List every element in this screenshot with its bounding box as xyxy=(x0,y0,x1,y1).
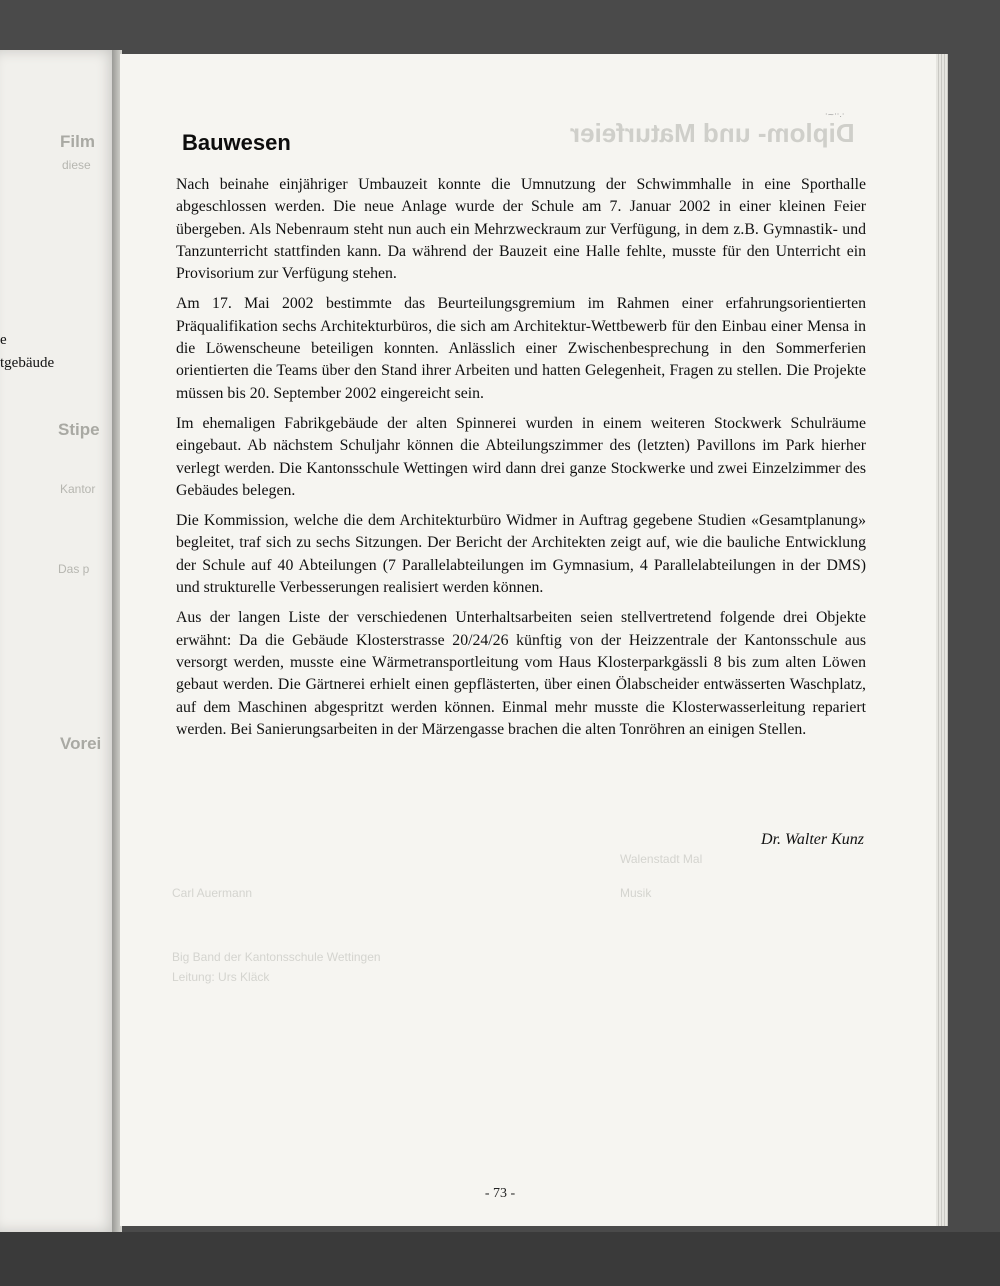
show-through-line: Leitung: Urs Kläck xyxy=(172,970,270,984)
left-ghost-text: Stipe xyxy=(58,420,100,439)
paragraph-mensa: Am 17. Mai 2002 bestimmte das Beurteilungsgremium im Rahmen einer erfahrungsorientierten Präqualifikation sechs Architekturbüros, die sich am Architektur-Wettbewerb für den Einbau einer Mensa in die Löwenscheune beteiligen konnten. Anlässlich einer Zwischenbesprechung in den Sommerferien orientierten die Teams über den Stand ihrer Arbeiten und hatten Gelegenheit, Fragen zu stellen. Die Projekte müssen bis 20. September 2002 eingereicht sein. xyxy=(176,295,866,402)
show-through-heading: Diplom- und Maturfeier xyxy=(570,118,855,148)
author-signature: Dr. Walter Kunz xyxy=(761,831,864,848)
paragraph-unterhaltsarbeiten: Aus der langen Liste der verschiedenen Unterhaltsarbeiten seien stellvertretend folgende drei Objekte erwähnt: Da die Gebäude Klosterstrasse 20/24/26 künftig von der Heizzentrale der Kantonsschule aus versorgt werden, musste eine Wärmetransportleitung vom Haus Klosterparkgässli 8 bis zum alten Löwen gebaut werden. Die Gärtnerei erhielt einen gepflästerten, über einen Ölabscheider entwässerten Waschplatz, auf dem Maschinen abgespritzt werden können. Einmal mehr musste die Klosterwasserleitung repariert werden. Bei Sanierungsarbeiten in der Märzengasse brachen die alten Tonröhren an einigen Stellen. xyxy=(176,609,866,738)
left-ghost-text: Das p xyxy=(58,562,90,576)
left-ghost-text: Film xyxy=(60,132,95,151)
left-page-fragment: tgebäude xyxy=(0,355,55,371)
show-through-line: Big Band der Kantonsschule Wettingen xyxy=(172,950,381,964)
paragraph-sporthalle: Nach beinahe einjähriger Umbauzeit konnte die Umnutzung der Schwimmhalle in eine Sporthalle abgeschlossen werden. Die neue Anlage wurde der Schule am 7. Januar 2002 in einer kleinen Feier übergeben. Als Nebenraum steht nun auch ein Mehrzweckraum zur Verfügung, in dem z.B. Gymnastik- und Tanzunterricht stattfinden kann. Da während der Bauzeit eine Halle fehlte, musste für den Unterricht ein Provisorium zur Verfügung stehen. xyxy=(176,176,866,283)
page-number: - 73 - xyxy=(484,1186,516,1201)
show-through-line: Musik xyxy=(620,886,652,900)
scan-smudge: ·~··.· xyxy=(825,110,845,119)
paragraph-gesamtplanung: Die Kommission, welche die dem Architekturbüro Widmer in Auftrag gegebene Studien «Gesamtplanung» begleitet, traf sich zu sechs Sitzungen. Der Bericht der Architekten zeigt auf, wie die bauliche Entwicklung der Schule auf 40 Abteilungen (7 Parallelabteilungen im Gymnasium, 4 Parallelabteilungen in der DMS) und strukturelle Verbesserungen realisiert werden können. xyxy=(176,512,866,597)
page-edge xyxy=(936,54,948,1226)
left-ghost-text: Kantor xyxy=(60,482,96,496)
left-ghost-text: diese xyxy=(62,158,91,172)
paragraph-fabrikgebaeude: Im ehemaligen Fabrikgebäude der alten Spinnerei wurden in einem weiteren Stockwerk Schulräume eingebaut. Ab nächstem Schuljahr können die Abteilungszimmer des (letzten) Pavillons im Park hierher verlegt werden. Die Kantonsschule Wettingen wird dann drei ganze Stockwerke und zwei Einzelzimmer des Gebäudes belegen. xyxy=(176,414,866,499)
left-page xyxy=(0,50,118,1232)
show-through-line: Carl Auermann xyxy=(172,886,253,900)
scan-background xyxy=(0,1232,1000,1286)
article-body xyxy=(176,174,866,749)
show-through-line: Walenstadt Mal xyxy=(620,852,703,866)
article-heading: Bauwesen xyxy=(182,130,291,155)
left-ghost-text: Vorei xyxy=(60,734,102,753)
left-page-fragment: e xyxy=(0,332,7,348)
